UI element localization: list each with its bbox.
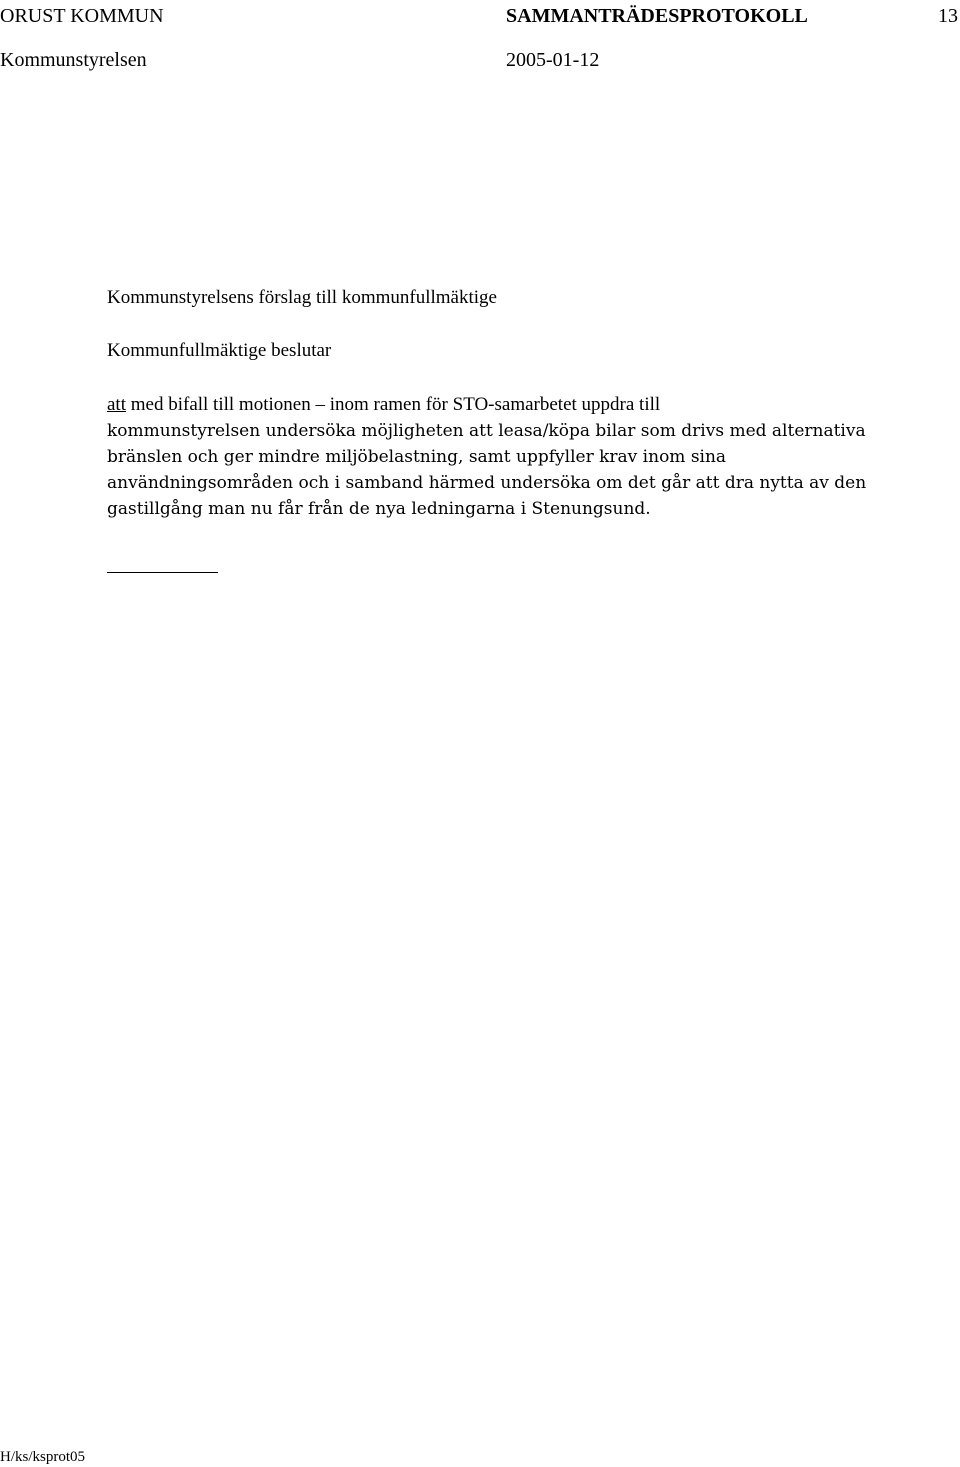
decision-paragraph xyxy=(107,392,907,522)
decision-heading: Kommunfullmäktige beslutar xyxy=(107,340,332,361)
organization-name: ORUST KOMMUN xyxy=(0,5,164,27)
decision-line: kommunstyrelsen undersöka möjligheten att leasa/köpa bilar som drivs med alternativa xyxy=(107,421,866,441)
decision-line: användningsområden och i samband härmed undersöka om det går att dra nytta av den xyxy=(107,473,867,493)
footer-reference: H/ks/ksprot05 xyxy=(0,1449,86,1465)
board-name: Kommunstyrelsen xyxy=(0,49,147,71)
meeting-date: 2005-01-12 xyxy=(506,49,600,71)
decision-first-line-text: med bifall till motionen – inom ramen för STO-samarbetet uppdra till xyxy=(126,394,661,415)
decision-line: bränslen och ger mindre miljöbelastning, samt uppfyller krav inom sina xyxy=(107,447,727,467)
decision-keyword: att xyxy=(107,394,126,415)
proposal-heading: Kommunstyrelsens förslag till kommunfullmäktige xyxy=(107,287,497,308)
decision-line xyxy=(107,392,907,418)
page-number: 13 xyxy=(938,5,958,27)
section-divider xyxy=(107,572,218,573)
decision-line: gastillgång man nu får från de nya ledningarna i Stenungsund. xyxy=(107,499,651,519)
document-title: SAMMANTRÄDESPROTOKOLL xyxy=(506,5,808,27)
